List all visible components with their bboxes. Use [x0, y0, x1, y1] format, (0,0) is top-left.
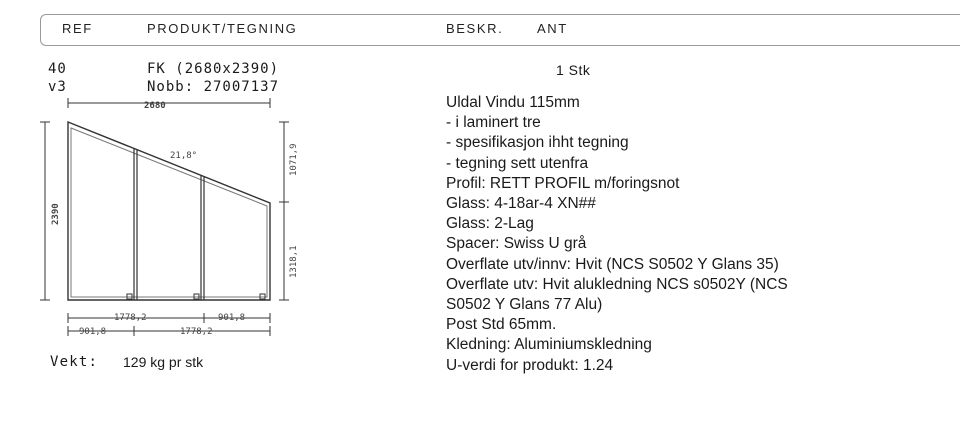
height-label: 2390 — [51, 203, 61, 225]
item-nobb: Nobb: 27007137 — [147, 79, 280, 95]
description-line: - i laminert tre — [446, 114, 541, 132]
description-line: - tegning sett utenfra — [446, 154, 589, 172]
description-line: Post Std 65mm. — [446, 316, 557, 334]
column-header-description: BESKR. — [446, 21, 504, 36]
weight-value: 129 kg pr stk — [123, 354, 204, 370]
bottom-outer-mid-label: 1778,2 — [180, 327, 213, 337]
description-line: Overflate utv/innv: Hvit (NCS S0502 Y Glans 35) — [446, 255, 779, 273]
description-line: Overflate utv: Hvit alukledning NCS s0502Y (NCS — [446, 275, 788, 293]
angle-label: 21,8° — [170, 151, 198, 161]
item-version: v3 — [48, 79, 67, 95]
window-inner-frame — [71, 128, 267, 297]
item-quantity: 1 Stk — [556, 62, 591, 78]
right-lower-label: 1318,1 — [289, 245, 299, 278]
right-upper-label: 1071,9 — [289, 143, 299, 176]
bottom-outer-left-label: 901,8 — [79, 327, 107, 337]
description-line: S0502 Y Glans 77 Alu) — [446, 296, 603, 314]
column-header-ref: REF — [62, 21, 93, 36]
item-ref-number: 40 — [48, 61, 67, 77]
description-line: Profil: RETT PROFIL m/foringsnot — [446, 174, 680, 192]
description-line: Kledning: Aluminiumskledning — [446, 336, 652, 354]
bottom-inner-mid-label: 1778,2 — [114, 313, 147, 323]
column-header-product: PRODUKT/TEGNING — [147, 21, 298, 36]
description-line: Uldal Vindu 115mm — [446, 94, 580, 111]
window-outer-frame — [68, 122, 270, 300]
column-header-quantity: ANT — [537, 21, 568, 36]
description-line: Glass: 4-18ar-4 XN## — [446, 195, 596, 213]
bottom-inner-right-label: 901,8 — [218, 313, 246, 323]
width-label: 2680 — [144, 101, 166, 111]
weight-label: Vekt: — [50, 354, 99, 370]
description-line: Spacer: Swiss U grå — [446, 235, 587, 253]
description-line: U-verdi for produkt: 1.24 — [446, 356, 614, 374]
description-line: - spesifikasjon ihht tegning — [446, 134, 629, 152]
description-line: Glass: 2-Lag — [446, 215, 534, 233]
item-product-code: FK (2680x2390) — [147, 61, 280, 77]
